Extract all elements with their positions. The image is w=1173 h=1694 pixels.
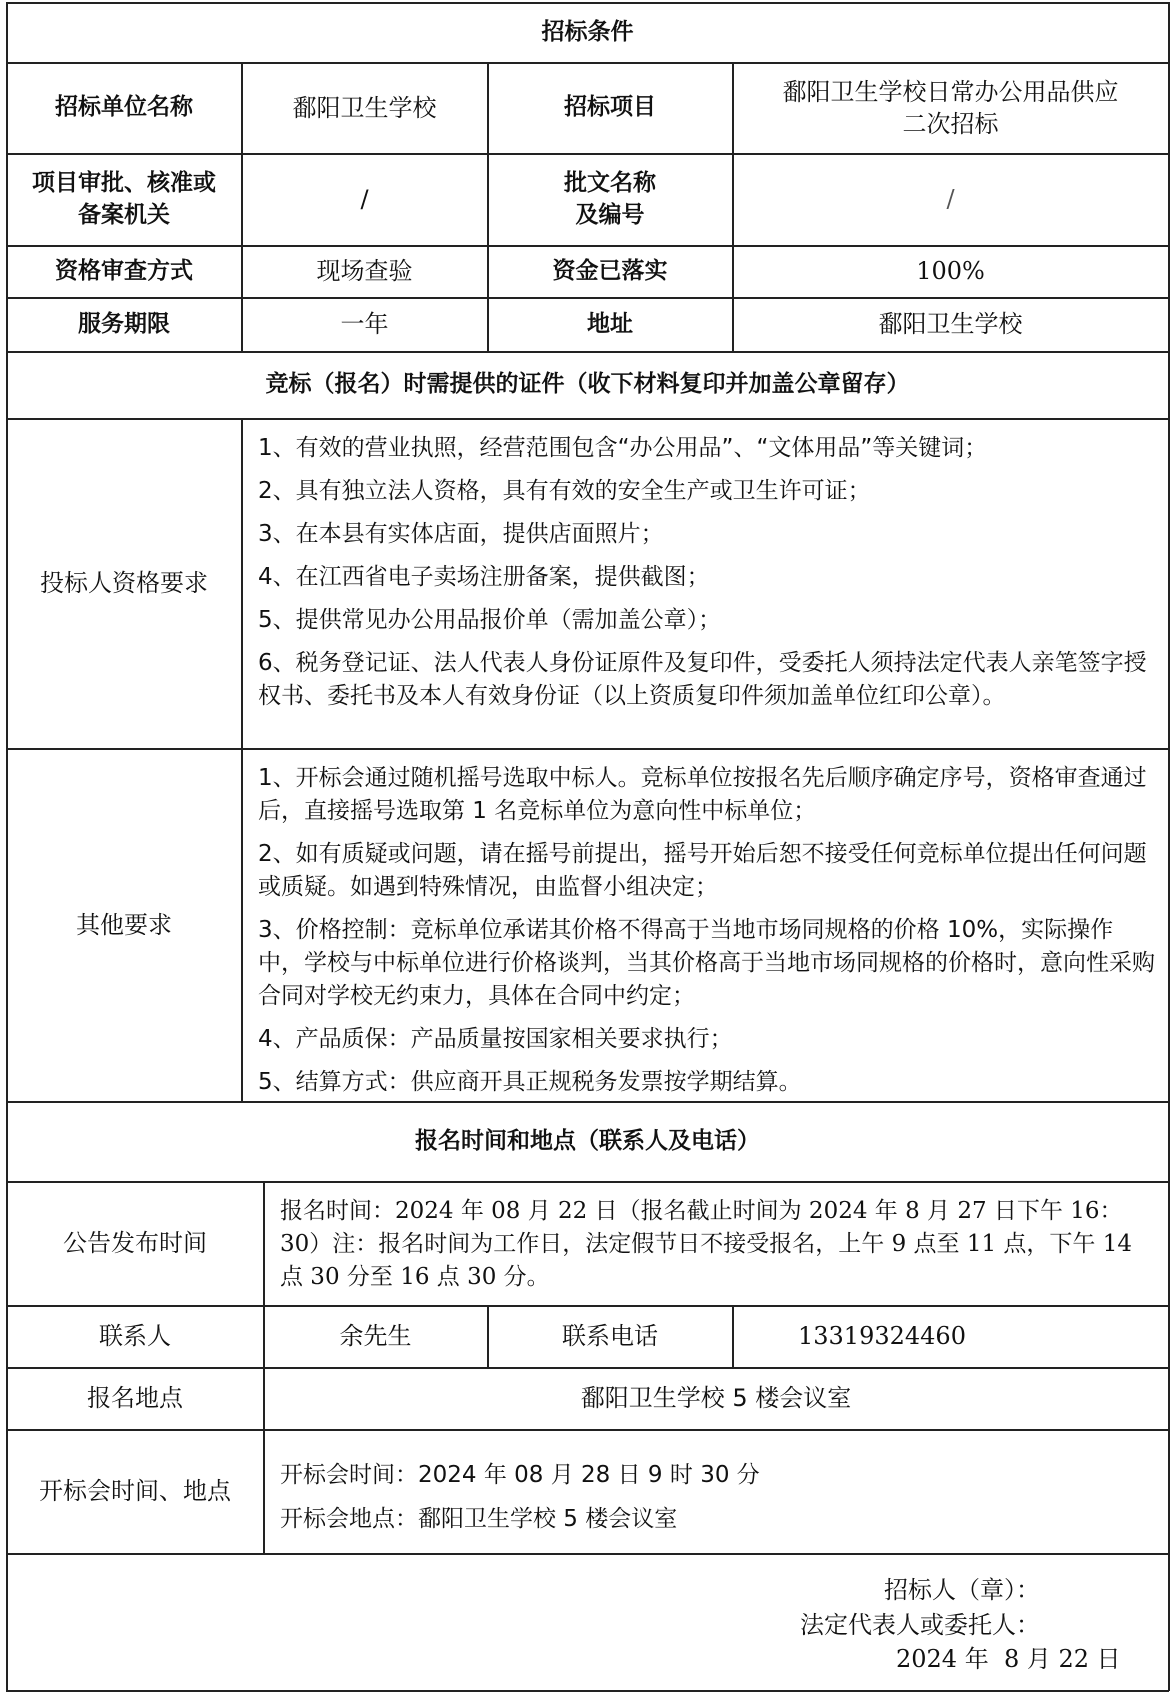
registration-header: 报名时间和地点（联系人及电话） [415, 1127, 760, 1154]
label-registration-location: 报名地点 [87, 1384, 183, 1413]
label-service-period: 服务期限 [78, 310, 170, 337]
rule [6, 1690, 1169, 1692]
label-tender-project: 招标项目 [564, 94, 656, 121]
list-item: 5、提供常见办公用品报价单（需加盖公章）； [258, 607, 722, 633]
documents-header: 竞标（报名）时需提供的证件（收下材料复印并加盖公章留存） [265, 371, 910, 398]
approval-document: / [946, 185, 955, 214]
opening-meeting-details [280, 1453, 1150, 1543]
label-other-requirements: 其他要求 [76, 910, 172, 939]
label-approval-line1: 项目审批、核准或 [32, 170, 216, 197]
opening-place: 开标会地点：鄱阳卫生学校 5 楼会议室 [280, 1506, 678, 1532]
list-item: 4、产品质保：产品质量按国家相关要求执行； [258, 1026, 733, 1052]
funds-status: 100% [916, 257, 985, 286]
list-item: 3、在本县有实体店面，提供店面照片； [258, 521, 664, 547]
label-qualification-review: 资格审查方式 [55, 257, 193, 284]
opening-time: 开标会时间：2024 年 08 月 28 日 9 时 30 分 [280, 1462, 760, 1488]
label-approval-document [487, 153, 733, 246]
list-item: 4、在江西省电子卖场注册备案，提供截图； [258, 564, 710, 590]
signature-date: 2024 年 8 月 22 日 [896, 1645, 1121, 1673]
label-contact-phone: 联系电话 [562, 1322, 658, 1351]
label-contact: 联系人 [99, 1322, 171, 1351]
list-item: 2、如有质疑或问题，请在摇号前提出，摇号开始后恕不接受任何竞标单位提出任何问题或质疑。如遇到特殊情况，由监督小组决定； [258, 841, 1147, 900]
registration-location: 鄱阳卫生学校 5 楼会议室 [580, 1384, 852, 1413]
other-requirements-list [258, 762, 1156, 1096]
label-approval-authority [6, 153, 242, 246]
service-period: 一年 [340, 310, 389, 339]
label-opening-meeting: 开标会时间、地点 [39, 1477, 231, 1506]
signature-representative: 法定代表人或委托人： [800, 1611, 1040, 1639]
list-item: 3、价格控制：竞标单位承诺其价格不得高于当地市场同规格的价格 10%，实际操作中，学校与中标单位进行价格谈判，当其价格高于当地市场同规格的价格时，意向性采购合同对学校无约束力，具体在合同中约定； [258, 917, 1155, 1009]
tender-unit: 鄱阳卫生学校 [292, 93, 437, 122]
label-doc-line2: 及编号 [575, 201, 645, 228]
list-item: 1、有效的营业执照，经营范围包含“办公用品”、“文体用品”等关键词； [258, 435, 988, 461]
contact-name: 余先生 [339, 1322, 412, 1351]
list-item: 5、结算方式：供应商开具正规税务发票按学期结算。 [258, 1069, 802, 1095]
table-title: 招标条件 [541, 18, 634, 45]
label-address: 地址 [587, 310, 633, 337]
label-funds: 资金已落实 [552, 257, 668, 284]
contact-phone: 13319324460 [798, 1322, 966, 1351]
tender-project-line2: 二次招标 [902, 110, 999, 138]
address: 鄱阳卫生学校 [878, 310, 1023, 339]
approval-authority: / [360, 185, 369, 214]
qualification-review: 现场查验 [316, 257, 413, 286]
label-doc-line1: 批文名称 [564, 170, 656, 197]
label-bidder-qualification: 投标人资格要求 [40, 569, 208, 598]
tender-project [732, 62, 1169, 154]
label-tender-unit: 招标单位名称 [55, 94, 193, 121]
qualification-list [258, 432, 1156, 742]
label-publish-time: 公告发布时间 [63, 1229, 207, 1258]
list-item: 1、开标会通过随机摇号选取中标人。竞标单位按报名先后顺序确定序号，资格审查通过后，直接摇号选取第 1 名竞标单位为意向性中标单位； [258, 765, 1147, 824]
list-item: 2、具有独立法人资格，具有有效的安全生产或卫生许可证； [258, 478, 871, 504]
label-approval-line2: 备案机关 [78, 201, 170, 228]
tender-project-line1: 鄱阳卫生学校日常办公用品供应 [782, 77, 1119, 106]
publish-text: 报名时间：2024 年 08 月 22 日（报名截止时间为 2024 年 8 月 27 日下午 16：30）注：报名时间为工作日，法定假节日不接受报名，上午 9 点至 11 点，下午 14 点 30 分至 16 点 30 分。 [280, 1197, 1132, 1290]
signature-tenderer: 招标人（章）： [884, 1576, 1040, 1604]
list-item: 6、税务登记证、法人代表人身份证原件及复印件，受委托人须持法定代表人亲笔签字授权书、委托书及本人有效身份证（以上资质复印件须加盖单位红印公章）。 [258, 650, 1147, 709]
